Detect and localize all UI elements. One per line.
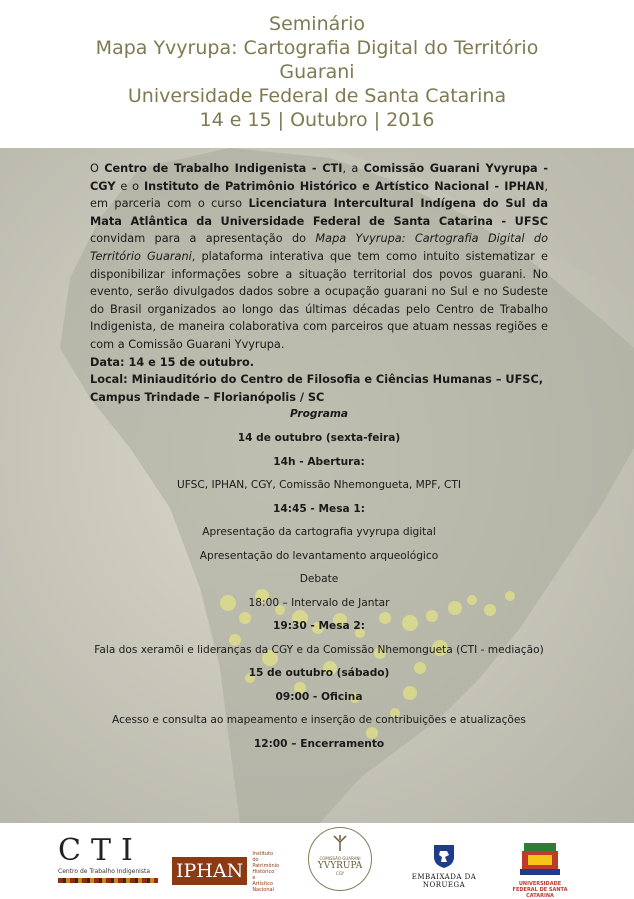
program-item: Debate [299,573,339,586]
cgy-bottom-text: CGY [335,871,345,876]
program-item: Apresentação da cartografia yvyrupa digital [202,526,436,539]
program-items [90,427,548,756]
program-item: 18:00 – Intervalo de Jantar [248,596,390,609]
ufsc-logo [510,841,570,899]
intro-text: , plataforma interativa que tem como intuito sistematizar e disponibilizar informações sobre a situação territorial dos povos guarani. No evento, serão divulgados dados sobre a ocupação guarani no Sul e no Sudeste do Brasil organizados ao longo das últimas décadas pelo Centro de Trabalho Indigenista, de maneira colaborativa com parceiros que atuam nessas regiões e com a Comissão Guarani Yvyrupa. [90,249,549,351]
norway-lion-icon [431,843,457,869]
event-date: Data: 14 e 15 de outubro. [90,355,255,369]
intro-cgy: Comissão Guarani Yvyrupa - CGY [90,162,549,193]
program-item: 19:30 - Mesa 2: [273,620,365,633]
cti-pattern-icon [58,878,158,883]
event-location: Local: Miniauditório do Centro de Filosofia e Ciências Humanas – UFSC, Campus Trindade – Florianópolis / SC [90,373,544,404]
program-item: 09:00 - Oficina [275,690,363,703]
cti-logo [58,833,158,883]
intro-text: , a [342,162,364,175]
program-item: 14:45 - Mesa 1: [273,502,365,515]
header-seminar: Seminário [269,13,365,35]
intro-text: e o [115,179,144,193]
cti-subtitle: Centro de Trabalho Indigenista [58,868,150,875]
announcement-body [90,160,548,756]
program-item: 12:00 – Encerramento [253,737,385,750]
intro-text: convidam para a apresentação do [90,232,316,246]
cgy-emblem [308,827,372,891]
cgy-wordmark: YVYRUPA [317,861,363,871]
intro-iphan: Instituto de Patrimônio Histórico e Artístico Nacional - IPHAN [143,179,545,193]
program-item: 15 de outubro (sábado) [248,667,390,680]
intro-map-title: Mapa Yvyrupa: Cartografia Digital do Território Guarani [90,232,548,263]
program [90,406,548,756]
header-dates: 14 e 15 | Outubro | 2016 [199,109,435,131]
intro-ufsc: Licenciatura Intercultural Indígena do Sul da Mata Atlântica da Universidade Federal de Santa Catarina - UFSC [90,197,548,228]
norway-embassy-logo [394,843,494,889]
ufsc-crest-icon [510,841,570,877]
event-header [0,0,634,148]
intro-cti: Centro de Trabalho Indigenista - CTI [104,162,343,175]
sponsor-logos [0,823,634,899]
program-item: 14h - Abertura: [273,455,365,468]
intro-text: , em parceria com o curso [90,179,548,211]
header-title-cont: Guarani [279,61,355,83]
program-item: UFSC, IPHAN, CGY, Comissão Nhemongueta, MPF, CTI [176,479,462,492]
program-item: Acesso e consulta ao mapeamento e inserção de contribuições e atualizações [112,714,526,727]
iphan-wordmark: IPHAN [172,857,247,885]
program-title: Programa [289,408,349,421]
intro-text: O [90,162,105,175]
cgy-top-text: COMISSÃO GUARANI [319,856,361,861]
iphan-logo [172,851,298,893]
cti-letters: CTI [58,833,143,868]
program-item: Fala dos xeramõi e lideranças da CGY e da Comissão Nhemongueta (CTI - mediação) [94,643,544,656]
ufsc-text: UNIVERSIDADE FEDERAL DE SANTA CATARINA [512,881,568,899]
intro-paragraph [90,160,548,354]
tree-icon [329,834,351,852]
header-university: Universidade Federal de Santa Catarina [127,85,507,107]
embassy-text: EMBAIXADA DA NORUEGA [411,873,477,889]
iphan-subtitle: Instituto do Patrimônio Histórico e Artístico Nacional [252,851,280,893]
program-item: Apresentação do levantamento arqueológico [199,549,439,562]
header-title: Mapa Yvyrupa: Cartografia Digital do Território [95,37,539,59]
event-info [90,354,548,407]
cgy-logo [308,827,372,891]
program-item: 14 de outubro (sexta-feira) [237,432,401,445]
